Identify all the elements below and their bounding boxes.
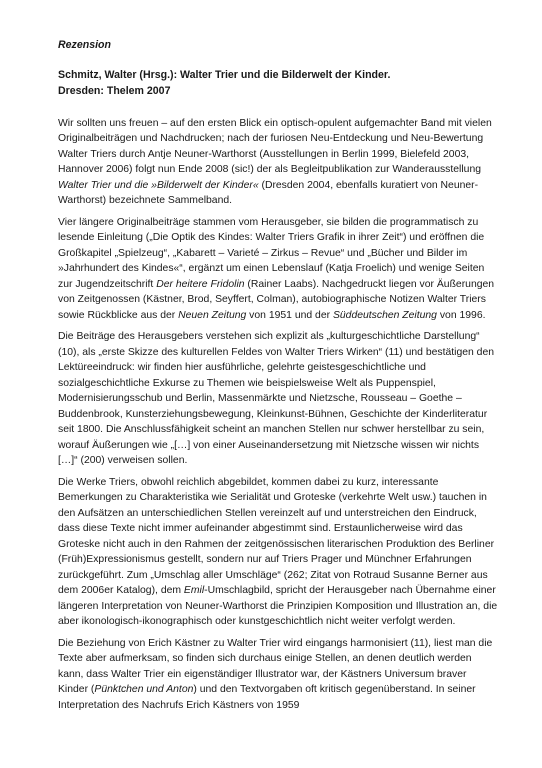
italic-text-run: Süddeutschen Zeitung [332,309,437,321]
text-run: von 1951 und der [246,309,333,321]
review-heading [58,67,498,99]
text-run: Vier längere Originalbeiträge stammen vom Herausgeber, sie bilden die programmatisch zu lesende Einleitung („Die Optik des Kindes: Walter Triers Grafik in ihrer Zeit“) und eröffnen die Großkapitel „Spielzeug“, „Kabarett – Varieté – Zirkus – Revue“ und „Bücher und Bilder im »Jahrhundert des Kindes«“, ergänzt um einen Lebenslauf (Katja Froelich) und wenige Seiten zur Jugendzeitschrift [58,216,485,290]
heading-line-2: Dresden: Thelem 2007 [58,84,171,97]
text-run: Wir sollten uns freuen – auf den ersten Blick ein optisch-opulent aufgemachter Band mit vielen Originalbeiträgen und Nachdrucken; nach der furiosen Neu-Entdeckung und Neu-Bewertung Walter Triers durch Antje Neuner-Warthorst (Ausstellungen in Berlin 1999, Bielefeld 2003, Hannover 2006) folgt nun Ende 2008 (sic!) der als Begleitpublikation zur Wanderausstellung [58,117,492,175]
review-page [58,38,498,719]
paragraph-2 [58,215,498,324]
italic-text-run: Neuen Zeitung [178,309,247,321]
text-run: Die Beziehung von Erich Kästner zu Walter Trier wird eingangs harmonisiert (11), liest man die Texte aber aufmerksam, so finden sich durchaus einige Stellen, an denen deutlich werden kann, dass Walter Trier ein eigenständiger Illustrator war, der Kästners Universum braver Kinder ( [58,637,493,695]
italic-text-run: Der heitere Fridolin [156,278,245,290]
paragraph-5 [58,636,498,714]
text-run: -Umschlagbild, spricht der Herausgeber nach Übernahme einer längeren Interpretation von Neuner-Warthorst die Prinzipien Komposition und Illustration an, die aber ikonologisch-ikonographisch oder kunstgeschichtlich nicht weiter verfolgt werden. [58,585,498,627]
text-run: (Rainer Laabs). Nachgedruckt liegen vor Äußerungen von Zeitgenossen (Kästner, Brod, Seyffert, Colman), autobiographische Notizen Walter Triers sowie Rückblicke aus der [58,278,495,321]
section-label: Rezension [58,39,111,51]
text-run: Die Beiträge des Herausgebers verstehen sich explizit als „kulturgeschichtliche Darstellung“ (10), als „erste Skizze des kulturellen Feldes von Walter Triers Wirken“ (11) und bestätigen den Lektüreeindruck: wir finden hier ausführliche, gelehrte geistesgeschichtliche und sozialgeschichtliche Exkurse zu Themen wie beispielsweise Welt als Puppenspiel, Modernisierungsschub und Berlin, Massenmärkte und Nietzsche, Rousseau – Goethe –Buddenbrook, Kunsterziehungsbewegung, Kleinkunst-Bühnen, Geschichte der Kinderliteratur seit 1800. Die Anschlussfähigkeit scheint an manchen Stellen nur schwer herstellbar zu sein, worauf Äußerungen wie „[…] von einer Auseinandersetzung mit Nietzsche wissen wir nichts […]“ (200) verweisen sollen. [58,331,495,466]
text-run: ) und den Textvorgaben oft kritisch gegenüberstand. In seiner Interpretation des Nachrufs Erich Kästners von 1959 [58,684,476,711]
heading-line-1: Schmitz, Walter (Hrsg.): Walter Trier und die Bilderwelt der Kinder. [58,68,391,81]
italic-text-run: Pünktchen und Anton [94,684,194,695]
text-run: von 1996. [436,309,486,321]
text-run: (Dresden 2004, ebenfalls kuratiert von Neuner-Warthorst) bezeichnete Sammelband. [58,179,479,206]
review-body [58,116,498,714]
italic-text-run: Emil [183,585,205,596]
text-run: Die Werke Triers, obwohl reichlich abgebildet, kommen dabei zu kurz, interessante Bemerkungen zu Charakteristika wie Serialität und Groteske (verkehrte Welt usw.) tauchen in den Aufsätzen an unterschiedlichen Stellen vereinzelt auf und unterstreichen den Eindruck, dass diese Texte nicht immer aufeinander abgestimmt sind. Erstaunlicherweise wird das Groteske nicht auch in den Rahmen der zeitgenössischen literarischen Produktion des Berliner (Früh)Expressionismus gestellt, sondern nur auf Triers Prager und Münchner Erfahrungen zurückgeführt. Zum „Umschlag aller Umschläge“ (262; Zitat von Rotraud Susanne Berner aus dem 2006er Katalog), dem [58,476,495,596]
paragraph-3 [58,329,498,469]
paragraph-1 [58,116,498,209]
paragraph-4 [58,475,498,630]
italic-text-run: Walter Trier und die »Bilderwelt der Kinder« [58,179,259,191]
